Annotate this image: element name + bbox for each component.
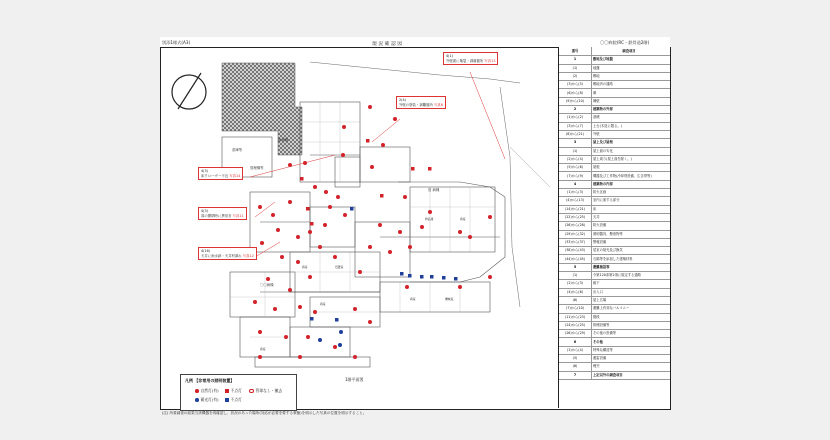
floor-plan-drawing — [160, 47, 558, 408]
row-item: 特殊な構造等 — [593, 347, 613, 352]
row-number: 2 — [559, 105, 592, 113]
row-item: 令第120条第2項に規定する通路 — [593, 273, 641, 278]
room-label-new-ward: 新病棟 — [278, 138, 289, 142]
row-number: (14)から(21) — [559, 205, 592, 213]
legend-item-5: 不点灯 — [225, 397, 242, 403]
callout-2 — [396, 96, 446, 109]
row-number: (7)から(10) — [559, 304, 592, 312]
callout-3-label: 4(3) 床クローザー不良 — [201, 169, 229, 178]
row-number: (9)から(10) — [559, 97, 592, 105]
row-number: (5)から(6) — [559, 163, 592, 171]
row-item: 上記以外の調査項目 — [593, 372, 623, 377]
legend-item-4: 蓄光灯(有) — [195, 397, 219, 403]
col-header-no: 番号 — [559, 47, 592, 55]
row-item: 避雷設備 — [593, 356, 607, 361]
row-number: (1)から(3) — [559, 188, 592, 196]
room-label-10: 機械室 — [445, 297, 454, 301]
row-item: 居室の採光及び換気 — [593, 248, 623, 253]
row-item: 廊下 — [593, 281, 600, 286]
row-number: (26)から(28) — [559, 221, 592, 229]
row-number: (5) — [559, 354, 592, 362]
row-item: その他 — [593, 339, 603, 344]
row-number: 4 — [559, 180, 592, 188]
row-number: (2) — [559, 72, 592, 80]
callout-4-photo: 写真11 — [232, 213, 244, 218]
row-item: その他の設備等 — [593, 331, 617, 336]
new-building-hatch — [222, 63, 302, 155]
callout-3 — [198, 167, 243, 180]
row-number: (3)から(5) — [559, 80, 592, 88]
row-number: (33)から(37) — [559, 238, 592, 246]
callout-3-photo: 写真14 — [229, 173, 241, 178]
row-number: (6)から(8) — [559, 89, 592, 97]
row-item: 敷地内の通路 — [593, 82, 613, 87]
row-item: 室内に面する部分 — [593, 198, 620, 203]
room-label-storage: 倉庫等 — [232, 148, 243, 152]
callout-5-photo: 写真12 — [242, 253, 254, 258]
row-item: 石綿等を添加した建築材料 — [593, 256, 633, 261]
row-number: (1)から(2) — [559, 113, 592, 121]
row-number: 6 — [559, 338, 592, 346]
table-row — [559, 371, 670, 380]
row-item: 敷地及び地盤 — [593, 57, 613, 62]
callout-1-photo: 写真13 — [484, 58, 496, 63]
callout-2-photo: 写真6 — [433, 102, 443, 107]
row-item: 塀 — [593, 90, 597, 95]
legend-item-1: 自然灯(有) — [195, 388, 219, 394]
row-item: 照明器具、懸垂物等 — [593, 231, 623, 236]
red-ring-icon — [249, 389, 254, 394]
sheet-title: 現 況 確 認 図 — [372, 42, 403, 47]
row-item: 床 — [593, 206, 597, 211]
row-number: (1) — [559, 64, 592, 72]
row-number: (11)から(23) — [559, 313, 592, 321]
legend-title: 凡例 【非常用の照明装置】 — [185, 378, 235, 383]
row-item: 建築物の内部 — [593, 181, 613, 186]
row-item: 防火区画 — [593, 190, 607, 195]
row-item: 屋根 — [593, 165, 600, 170]
room-label-6: 病室 — [460, 217, 466, 221]
building-name: 〇〇病院(RC・鉄骨造2階) — [600, 40, 650, 45]
row-number: (1) — [559, 147, 592, 155]
drawing-sheet — [160, 37, 670, 415]
row-item: 排煙設備等 — [593, 322, 610, 327]
row-item: 天井 — [593, 215, 600, 219]
row-item: 屋上面の劣化 — [593, 148, 613, 153]
callout-2-label: 2(4) 外壁の塗装・剥離箇所 — [399, 98, 433, 107]
blue-square-icon — [225, 398, 229, 402]
plan-caption: 1階平面図 — [345, 377, 364, 382]
row-item: 外壁 — [593, 132, 600, 136]
row-number: (4)から(13) — [559, 196, 592, 204]
row-number: (3)から(7) — [559, 122, 592, 130]
row-number: (6) — [559, 296, 592, 304]
room-label-8: 処置室 — [335, 265, 344, 269]
legend — [180, 374, 297, 411]
row-item: 屋上及び屋根 — [593, 140, 613, 145]
row-item: 擁壁 — [593, 98, 600, 103]
callout-1-label: 4(1) 外壁面に亀裂・剥落箇所 — [446, 54, 484, 63]
red-dot-icon — [195, 389, 199, 393]
row-item: 警報設備 — [593, 239, 607, 244]
row-number: 1 — [559, 55, 592, 63]
row-item: 機器及び工作物(冷却塔設備、広告塔等) — [593, 173, 652, 178]
room-label-old-ward: 旧 病棟 — [428, 188, 440, 192]
row-item: 避難上有効なバルコニー — [593, 306, 630, 311]
row-number: (6) — [559, 362, 592, 370]
north-arrow-icon — [172, 73, 206, 109]
col-header-item: 調査項目 — [622, 49, 636, 53]
legend-item-2: 不点灯 — [225, 388, 242, 394]
room-label-11: 病室 — [320, 302, 326, 306]
row-item: 屋上周り(屋上面を除く。) — [593, 156, 632, 161]
row-item: 敷地 — [593, 73, 600, 78]
row-number: (8)から(21) — [559, 130, 592, 138]
row-item: 地盤 — [593, 65, 600, 70]
callout-5 — [198, 247, 257, 260]
room-label-7: 病室 — [302, 265, 308, 269]
row-item: 出入口 — [593, 289, 603, 294]
sheet-form-label: 別添1様式(A3) — [162, 40, 191, 45]
row-number: (26)から(29) — [559, 329, 592, 337]
row-item: 避難施設等 — [593, 264, 610, 269]
row-number: 7 — [559, 371, 592, 379]
room-label-5: 物品庫 — [425, 217, 434, 221]
row-number: (2)から(3) — [559, 279, 592, 287]
floor-plan — [160, 47, 558, 415]
row-number: (2)から(4) — [559, 155, 592, 163]
row-number: (7)から(9) — [559, 172, 592, 180]
row-item: 階段 — [593, 314, 600, 319]
row-item: 煙突 — [593, 364, 600, 369]
inspection-items-table — [558, 47, 670, 408]
room-label-9: 病室 — [410, 297, 416, 301]
row-number: (38)から(43) — [559, 246, 592, 254]
room-label-12: 病室 — [260, 347, 266, 351]
row-item: 建築物の外部 — [593, 107, 613, 112]
row-number: (1) — [559, 271, 592, 279]
row-number: (24)から(25) — [559, 321, 592, 329]
blue-dot-icon — [195, 398, 199, 402]
row-number: 3 — [559, 138, 592, 146]
row-item: 屋上広場 — [593, 298, 607, 302]
room-label-admin: 管理棟等 — [250, 166, 264, 170]
row-number: (29)から(32) — [559, 230, 592, 238]
row-number: (22)から(25) — [559, 213, 592, 221]
row-number: (44)から(45) — [559, 255, 592, 263]
callout-5-label: 4(16) 天井に雨水跡・天井材剥れ — [201, 249, 242, 258]
callout-4 — [198, 207, 247, 220]
footnote: (注) 所要調査の結果当該機器を再確認し、状況のあった場所(対応が必要を要する事態)を明示した写真の位置を明示すること。 — [162, 411, 367, 415]
row-number: (1)から(4) — [559, 346, 592, 354]
row-number: (4)から(6) — [559, 288, 592, 296]
callout-1 — [443, 52, 498, 65]
room-label-ward: 〇〇病棟 — [260, 283, 274, 287]
row-item: 基礎 — [593, 115, 600, 120]
red-square-icon — [225, 389, 229, 393]
row-item: 土台(木造に限る。) — [593, 123, 622, 128]
legend-item-3: 管球なし・撤去 — [249, 388, 282, 394]
row-item: 防火設備 — [593, 223, 607, 228]
callout-4-label: 4(3) 扉の開閉時に異常音 — [201, 209, 232, 218]
row-number: 5 — [559, 263, 592, 271]
